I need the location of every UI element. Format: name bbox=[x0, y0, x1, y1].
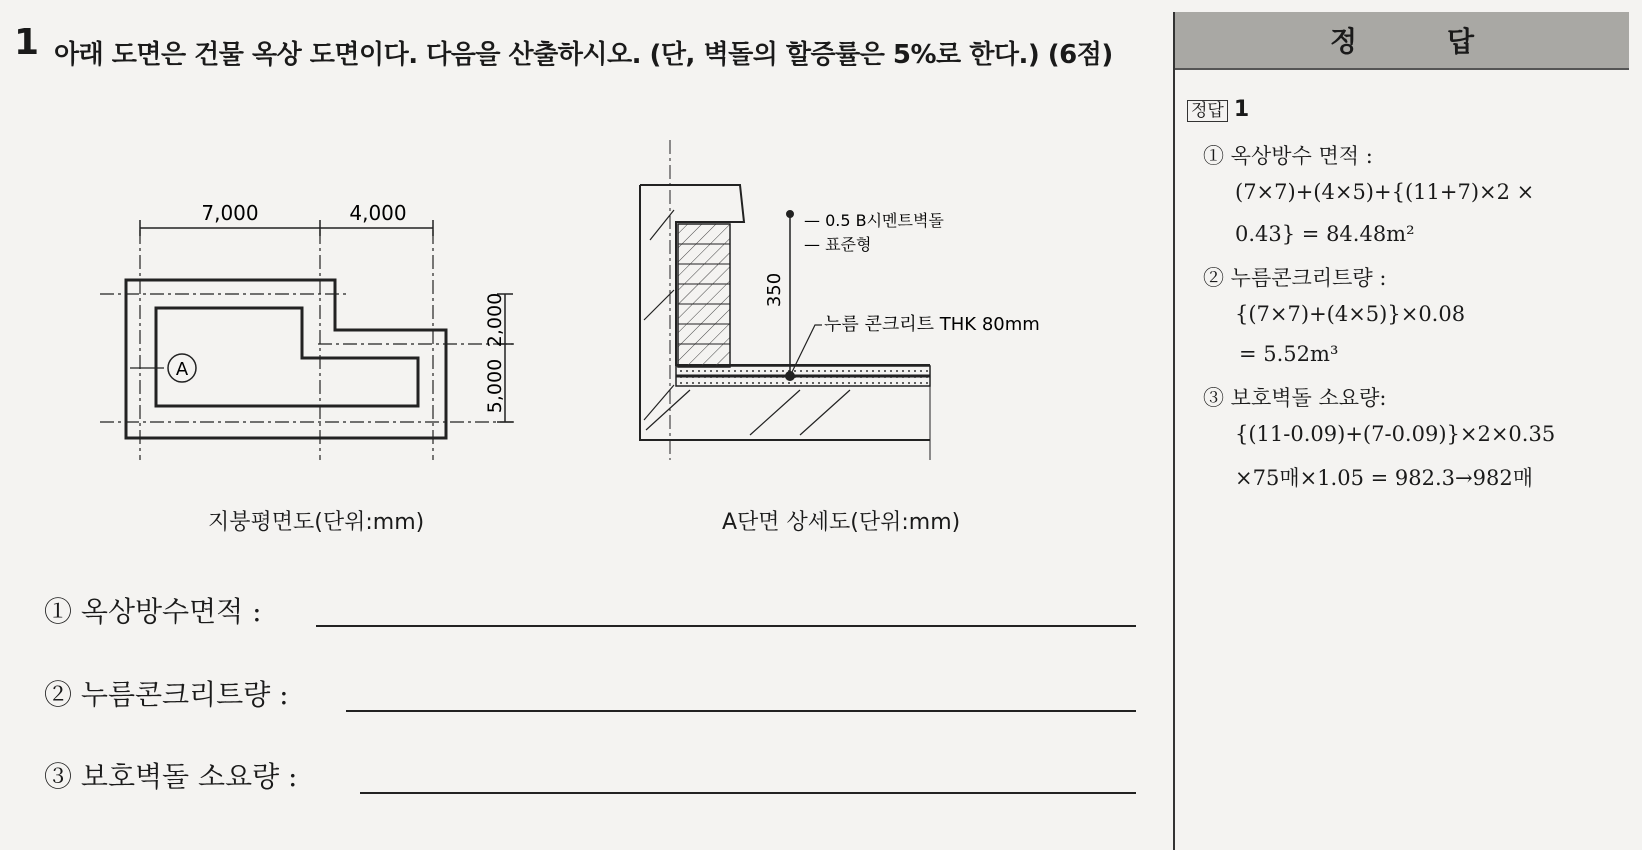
answer-blank-1[interactable] bbox=[316, 625, 1136, 627]
plan-dim-top-left: 7,000 bbox=[201, 201, 259, 225]
solution-line-2: (7×7)+(4×5)+{(11+7)×2 × bbox=[1235, 180, 1535, 204]
plan-dim-right-lower: 5,000 bbox=[484, 358, 506, 414]
plan-dim-right-upper: 2,000 bbox=[484, 292, 506, 348]
answer-label-2: ② 누름콘크리트량 : bbox=[44, 678, 289, 711]
answer-blank-2[interactable] bbox=[346, 710, 1136, 712]
plan-inner-outline bbox=[156, 308, 418, 406]
section-caption: A단면 상세도(단위:mm) bbox=[722, 510, 961, 535]
answer-label-3: ③ 보호벽돌 소요량 : bbox=[44, 760, 298, 793]
section-dim-height: 350 bbox=[764, 272, 785, 308]
answer-label-1: ① 옥상방수면적 : bbox=[44, 595, 262, 628]
solution-tag-number: 1 bbox=[1233, 97, 1250, 122]
question-number: 1 bbox=[14, 22, 40, 63]
solution-tag-box: 정답 bbox=[1187, 100, 1228, 122]
section-detail-drawing bbox=[630, 140, 1110, 500]
solution-tag bbox=[1187, 96, 1249, 122]
plan-dim-top-right: 4,000 bbox=[349, 201, 407, 225]
solution-line-3: 0.43} = 84.48m² bbox=[1235, 222, 1415, 246]
section-marker-letter: A bbox=[175, 359, 189, 380]
header-right-char: 답 bbox=[1447, 25, 1475, 58]
protective-brick-wall bbox=[678, 224, 730, 367]
solution-line-1: ① 옥상방수 면적 : bbox=[1203, 144, 1373, 168]
question-text: 아래 도면은 건물 옥상 도면이다. 다음을 산출하시오. (단, 벽돌의 할증률은 5%로 한다.) (6점) bbox=[54, 40, 1113, 70]
roof-plan-drawing bbox=[90, 190, 550, 480]
label-wall-material: — 0.5 B시멘트벽돌 bbox=[804, 211, 944, 230]
label-wall-type: — 표준형 bbox=[804, 235, 872, 254]
plan-caption: 지붕평면도(단위:mm) bbox=[208, 510, 425, 535]
answer-panel-header bbox=[1175, 12, 1629, 70]
solution-line-5: {(7×7)+(4×5)}×0.08 bbox=[1235, 302, 1466, 326]
solution-line-6: = 5.52m³ bbox=[1239, 342, 1339, 366]
answer-blank-3[interactable] bbox=[360, 792, 1136, 794]
solution-line-7: ③ 보호벽돌 소요량: bbox=[1203, 386, 1387, 410]
label-concrete: 누름 콘크리트 THK 80mm bbox=[824, 314, 1040, 335]
solution-line-8: {(11-0.09)+(7-0.09)}×2×0.35 bbox=[1235, 422, 1556, 446]
solution-line-9: ×75매×1.05 = 982.3→982매 bbox=[1235, 466, 1533, 490]
solution-line-4: ② 누름콘크리트량 : bbox=[1203, 266, 1387, 290]
header-left-char: 정 bbox=[1330, 25, 1358, 58]
answer-panel bbox=[1173, 12, 1642, 850]
